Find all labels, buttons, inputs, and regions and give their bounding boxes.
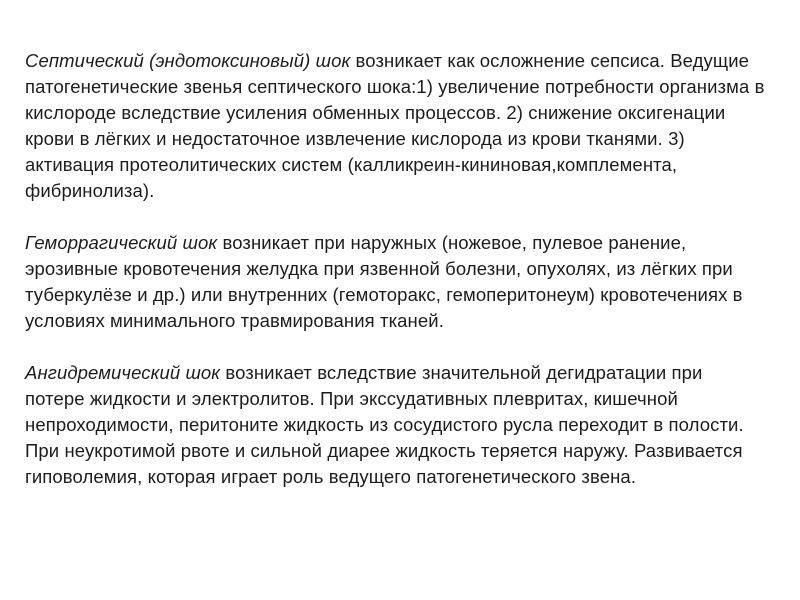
term-anhydremic-shock: Ангидремический шок (25, 362, 221, 383)
paragraph-septic-shock (25, 48, 765, 204)
paragraph-anhydremic-shock (25, 360, 765, 490)
text-body (25, 48, 765, 490)
term-septic-shock: Септический (эндотоксиновый) шок (25, 50, 351, 71)
text-septic-shock: возникает как осложнение сепсиса. Ведущие патогенетические звенья септического шока:1) увеличение потребности организма в кислороде вследствие усиления обменных процессов. 2) снижение оксигенации крови в лёгких и недостаточное извлечение кислорода из крови тканями. 3) активация протеолитических систем (калликреин-кининовая,комплемента, фибринолиза). (25, 50, 765, 201)
paragraph-hemorrhagic-shock (25, 230, 765, 334)
text-anhydremic-shock: возникает вследствие значительной дегидратации при потере жидкости и электролитов. При экссудативных плевритах, кишечной непроходимости, перитоните жидкость из сосудистого русла переходит в полости. При неукротимой рвоте и сильной диарее жидкость теряется наружу. Развивается гиповолемия, которая играет роль ведущего патогенетического звена. (25, 362, 744, 487)
term-hemorrhagic-shock: Геморрагический шок (25, 232, 218, 253)
text-hemorrhagic-shock: возникает при наружных (ножевое, пулевое ранение, эрозивные кровотечения желудка при язвенной болезни, опухолях, из лёгких при туберкулёзе и др.) или внутренних (гемоторакс, гемоперитонеум) кровотечениях в условиях минимального травмирования тканей. (25, 232, 743, 331)
